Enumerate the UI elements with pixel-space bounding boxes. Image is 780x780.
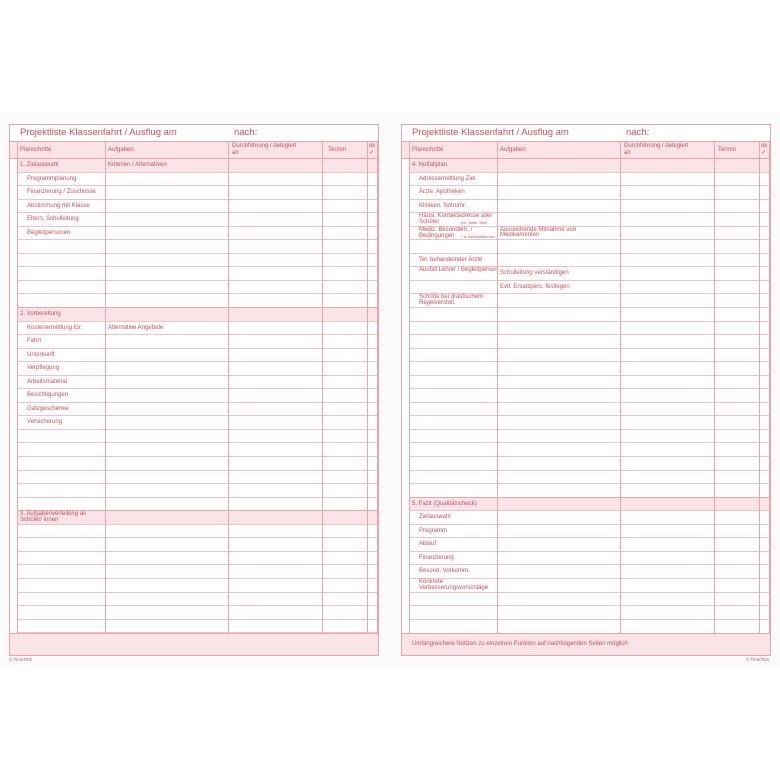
- table-row[interactable]: [17, 484, 377, 498]
- header-durchfuehrung: Durchführung / delegiert an: [232, 143, 297, 156]
- table-row[interactable]: [17, 538, 377, 552]
- section-row[interactable]: [17, 159, 377, 173]
- destination-label: nach:: [626, 127, 650, 138]
- section-title: 4. Notfallplan: [412, 162, 448, 168]
- table-row[interactable]: [409, 565, 769, 579]
- table-row[interactable]: [409, 538, 769, 552]
- header-termin: Termin: [328, 147, 347, 153]
- step-label: Programmplanung: [27, 175, 77, 182]
- table-row[interactable]: [409, 443, 769, 457]
- table-row[interactable]: [409, 200, 769, 214]
- left-page: [9, 124, 379, 656]
- table-row[interactable]: [17, 186, 377, 200]
- table-row[interactable]: [17, 389, 377, 403]
- header-ok: ok ✓: [369, 143, 376, 156]
- column-divider: [409, 142, 410, 635]
- step-label: Adressermittlung Ziel: [419, 175, 476, 182]
- table-row[interactable]: [409, 389, 769, 403]
- step-label: Eltern, Schulleitung: [27, 216, 79, 223]
- step-label: Arbeitsmaterial: [27, 378, 68, 385]
- section-title: 2. Vorbereitung: [20, 311, 61, 318]
- table-row[interactable]: [409, 457, 769, 471]
- table-row[interactable]: [409, 227, 769, 241]
- task-label: Evtl. Ersatzpers. festlegen: [500, 283, 570, 290]
- table-row[interactable]: [409, 186, 769, 200]
- step-label: Fahrt: [27, 338, 42, 345]
- table-row[interactable]: [17, 593, 377, 607]
- column-divider: [367, 142, 368, 635]
- table-row[interactable]: [17, 430, 377, 444]
- section-row[interactable]: [17, 308, 377, 322]
- column-divider: [759, 142, 760, 635]
- table-body: [17, 159, 377, 647]
- step-label: Besichtigungen: [27, 392, 69, 399]
- table-row[interactable]: [409, 511, 769, 525]
- right-page: [401, 124, 771, 656]
- table-row[interactable]: [17, 498, 377, 512]
- step-label: Abstimmung mit Klasse: [27, 202, 90, 209]
- title-row: [402, 125, 770, 142]
- table-row[interactable]: [17, 416, 377, 430]
- step-label: Unterkunft: [27, 351, 55, 358]
- step-label: Ausfall Lehrer / Begleitperson: [419, 267, 498, 274]
- step-label: Tel. behandelnder Ärzte: [419, 256, 483, 263]
- header-planschritte: Planschritte: [412, 147, 444, 153]
- section-row[interactable]: [409, 159, 769, 173]
- column-divider: [322, 142, 323, 635]
- table-row[interactable]: [17, 240, 377, 254]
- header-durchfuehrung: Durchführung / delegiert an: [624, 143, 689, 156]
- table-row[interactable]: [17, 443, 377, 457]
- table-row[interactable]: [409, 281, 769, 295]
- table-row[interactable]: [409, 213, 769, 227]
- table-row[interactable]: [17, 403, 377, 417]
- column-divider: [620, 142, 621, 635]
- header-aufgaben: Aufgaben: [108, 147, 134, 153]
- step-label: Mediz. Besonderh. / Bedingungen: [419, 226, 473, 239]
- step-label: Besond. Vorkomm.: [419, 568, 470, 575]
- task-label: Alternative Angebote: [108, 324, 164, 331]
- task-label: Schulleitung verständigen: [500, 270, 569, 277]
- step-label: Häusl. Kontaktadresse aller Schüler: [419, 213, 493, 226]
- table-row[interactable]: [409, 267, 769, 281]
- table-row[interactable]: [409, 416, 769, 430]
- step-label: Begleitpersonen: [27, 229, 71, 236]
- table-row[interactable]: [409, 606, 769, 620]
- footer-box: [402, 633, 770, 655]
- table-row[interactable]: [17, 525, 377, 539]
- table-row[interactable]: [409, 484, 769, 498]
- step-label: Konkrete Verbesserungsvorschläge: [419, 578, 489, 591]
- column-divider: [228, 142, 229, 635]
- table-row[interactable]: [17, 362, 377, 376]
- section-task: Kriterien / Alternativen: [108, 162, 167, 168]
- table-row[interactable]: [17, 606, 377, 620]
- section-title: 3. Aufgabenverteilung an Schüler/ innen: [20, 511, 87, 524]
- step-label: Schritte bei drastischem Regelverstoß: [419, 294, 484, 307]
- table-row[interactable]: [409, 322, 769, 336]
- step-label: Finanzierung: [419, 554, 454, 561]
- section-row[interactable]: [409, 498, 769, 512]
- table-row[interactable]: [409, 552, 769, 566]
- step-label: Versicherung: [27, 419, 63, 426]
- table-row[interactable]: [409, 579, 769, 593]
- step-label: Kliniken, Notrufnr.: [419, 202, 467, 209]
- header-ok: ok ✓: [761, 143, 768, 156]
- step-label: Programm: [419, 527, 448, 534]
- step-label: Gastgeschenke: [27, 405, 69, 412]
- table-row[interactable]: [17, 173, 377, 187]
- table-row[interactable]: [409, 308, 769, 322]
- table-row[interactable]: [17, 579, 377, 593]
- page-title: Projektliste Klassenfahrt / Ausflug am: [20, 127, 177, 138]
- column-divider: [714, 142, 715, 635]
- step-label: Verpflegung: [27, 365, 60, 372]
- table-row[interactable]: [17, 376, 377, 390]
- table-row[interactable]: [409, 376, 769, 390]
- table-row[interactable]: [409, 254, 769, 268]
- table-row[interactable]: [409, 525, 769, 539]
- copyright-right: © TimeTEX: [746, 657, 770, 662]
- column-divider: [497, 142, 498, 635]
- table-row[interactable]: [17, 565, 377, 579]
- table-row[interactable]: [409, 173, 769, 187]
- table-row[interactable]: [17, 254, 377, 268]
- step-label: Kostenermittlung für:: [27, 324, 83, 331]
- step-label: Finanzierung / Zuschüsse: [27, 189, 96, 196]
- footer-box: [10, 633, 378, 655]
- section-title: 5. Fazit (Qualitätscheck): [412, 500, 477, 507]
- table-body: [409, 159, 769, 620]
- table-row[interactable]: [17, 267, 377, 281]
- column-divider: [17, 142, 18, 635]
- header-planschritte: Planschritte: [20, 147, 52, 153]
- header-termin: Termin: [718, 147, 737, 153]
- header-aufgaben: Aufgaben: [500, 147, 526, 153]
- section-row[interactable]: [17, 511, 377, 525]
- page-title: Projektliste Klassenfahrt / Ausflug am: [412, 127, 569, 138]
- table-row[interactable]: [17, 349, 377, 363]
- column-divider: [377, 142, 378, 635]
- table-row[interactable]: [17, 213, 377, 227]
- destination-label: nach:: [234, 127, 258, 138]
- column-divider: [105, 142, 106, 635]
- table-row[interactable]: [17, 471, 377, 485]
- table-row[interactable]: [409, 294, 769, 308]
- table-row[interactable]: [17, 227, 377, 241]
- step-label: Zielauswahl: [419, 514, 451, 521]
- table-row[interactable]: [409, 430, 769, 444]
- footer-note: Umfangreichere Notizen zu einzelnen Punkten auf nachfolgenden Seiten möglich: [412, 641, 628, 647]
- column-divider: [769, 142, 770, 635]
- table-row[interactable]: [409, 349, 769, 363]
- task-label: Ausreichende Mitnahme von Medikamenten: [500, 226, 577, 239]
- table-row[interactable]: [17, 335, 377, 349]
- table-row[interactable]: [409, 335, 769, 349]
- step-label: Ärzte, Apotheken: [419, 189, 465, 196]
- table-row[interactable]: [409, 471, 769, 485]
- section-title: 1. Zielauswahl: [20, 162, 59, 168]
- copyright-left: © TimeTEX: [9, 657, 33, 662]
- table-row[interactable]: [17, 457, 377, 471]
- table-row[interactable]: [17, 552, 377, 566]
- table-row[interactable]: [409, 403, 769, 417]
- table-row[interactable]: [17, 294, 377, 308]
- step-note: + ä. Kabinenlisten etc.: [461, 234, 496, 239]
- table-row[interactable]: [17, 281, 377, 295]
- table-row[interactable]: [409, 593, 769, 607]
- title-row: [10, 125, 378, 142]
- table-row[interactable]: [17, 200, 377, 214]
- step-note: (Nr., Bank / Bett): [461, 221, 487, 226]
- table-row[interactable]: [17, 322, 377, 336]
- table-row[interactable]: [409, 240, 769, 254]
- table-row[interactable]: [409, 362, 769, 376]
- step-label: Ablauf: [419, 541, 437, 548]
- table-row[interactable]: [17, 620, 377, 634]
